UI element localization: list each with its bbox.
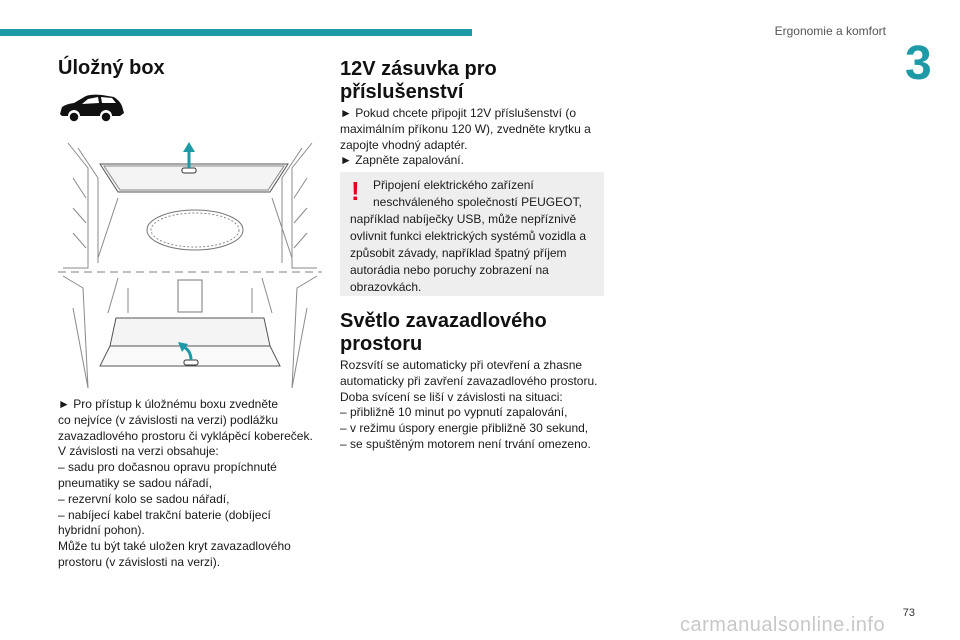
storage-box-title: Úložný box: [58, 57, 165, 79]
section-title: Ergonomie a komfort: [774, 24, 886, 38]
suv-car-icon: [58, 92, 126, 124]
warning-line: ovlivnit funkci elektrických systémů vozidla a: [350, 229, 587, 243]
warning-text: [350, 177, 596, 296]
socket-title: [340, 58, 580, 104]
warning-box: [340, 172, 604, 296]
warning-line: neschváleného společností PEUGEOT,: [373, 195, 582, 209]
storage-box-text: [58, 397, 322, 571]
text-line: – v režimu úspory energie přibližně 30 sekund,: [340, 421, 589, 436]
light-title: [340, 310, 580, 356]
warning-line: obrazovkách.: [350, 280, 422, 294]
text-line: hybridní pohon).: [58, 523, 145, 538]
trunk-storage-illustration: [58, 138, 322, 390]
page-number: 73: [902, 607, 915, 619]
chapter-number: 3: [905, 37, 932, 90]
text-line: pneumatiky se sadou nářadí,: [58, 475, 213, 490]
text-line: Může tu být také uložen kryt zavazadlového: [58, 539, 291, 554]
text-line: V závislosti na verzi obsahuje:: [58, 444, 219, 459]
text-line: – sadu pro dočasnou opravu propíchnuté: [58, 460, 277, 475]
warning-exclamation-icon: !: [351, 176, 360, 206]
text-line: Rozsvítí se automaticky při otevření a zhasne: [340, 358, 583, 372]
text-line: ► Pokud chcete připojit 12V příslušenství (o: [340, 106, 576, 120]
header-accent-bar: [0, 29, 472, 36]
light-title-line2: prostoru: [340, 333, 423, 355]
text-line: zapojte vhodný adaptér.: [340, 137, 468, 152]
light-text: [340, 358, 604, 453]
text-line: prostoru (v závislosti na verzi).: [58, 554, 221, 569]
text-line: – se spuštěným motorem není trvání omezeno.: [340, 436, 591, 451]
socket-text: [340, 106, 604, 169]
warning-line: autorádia nebo poruchy zobrazení na: [350, 263, 549, 277]
text-line: – rezervní kolo se sadou nářadí,: [58, 491, 230, 506]
text-line: ► Zapněte zapalování.: [340, 153, 464, 168]
text-line: – nabíjecí kabel trakční baterie (dobíjecí: [58, 507, 271, 522]
watermark: carmanualsonline.info: [680, 614, 886, 636]
warning-line: způsobit závady, například špatný příjem: [350, 246, 567, 260]
socket-title-line2: příslušenství: [340, 81, 464, 103]
text-line: maximálním příkonu 120 W), zvedněte krytku a: [340, 121, 591, 136]
text-line: zavazadlového prostoru či vyklápěcí kobereček.: [58, 428, 313, 443]
text-line: ► Pro přístup k úložnému boxu zvedněte: [58, 397, 278, 411]
light-title-line1: Světlo zavazadlového: [340, 310, 547, 332]
text-line: automaticky při zavření zavazadlového prostoru.: [340, 373, 598, 388]
text-line: co nejvíce (v závislosti na verzi) podlážku: [58, 412, 279, 427]
warning-line: Připojení elektrického zařízení: [373, 178, 534, 192]
warning-line: například nabíječky USB, může nepříznivě: [350, 212, 577, 226]
text-line: – přibližně 10 minut po vypnutí zapalování,: [340, 405, 568, 420]
socket-title-line1: 12V zásuvka pro: [340, 58, 497, 80]
text-line: Doba svícení se liší v závislosti na situaci:: [340, 389, 563, 404]
